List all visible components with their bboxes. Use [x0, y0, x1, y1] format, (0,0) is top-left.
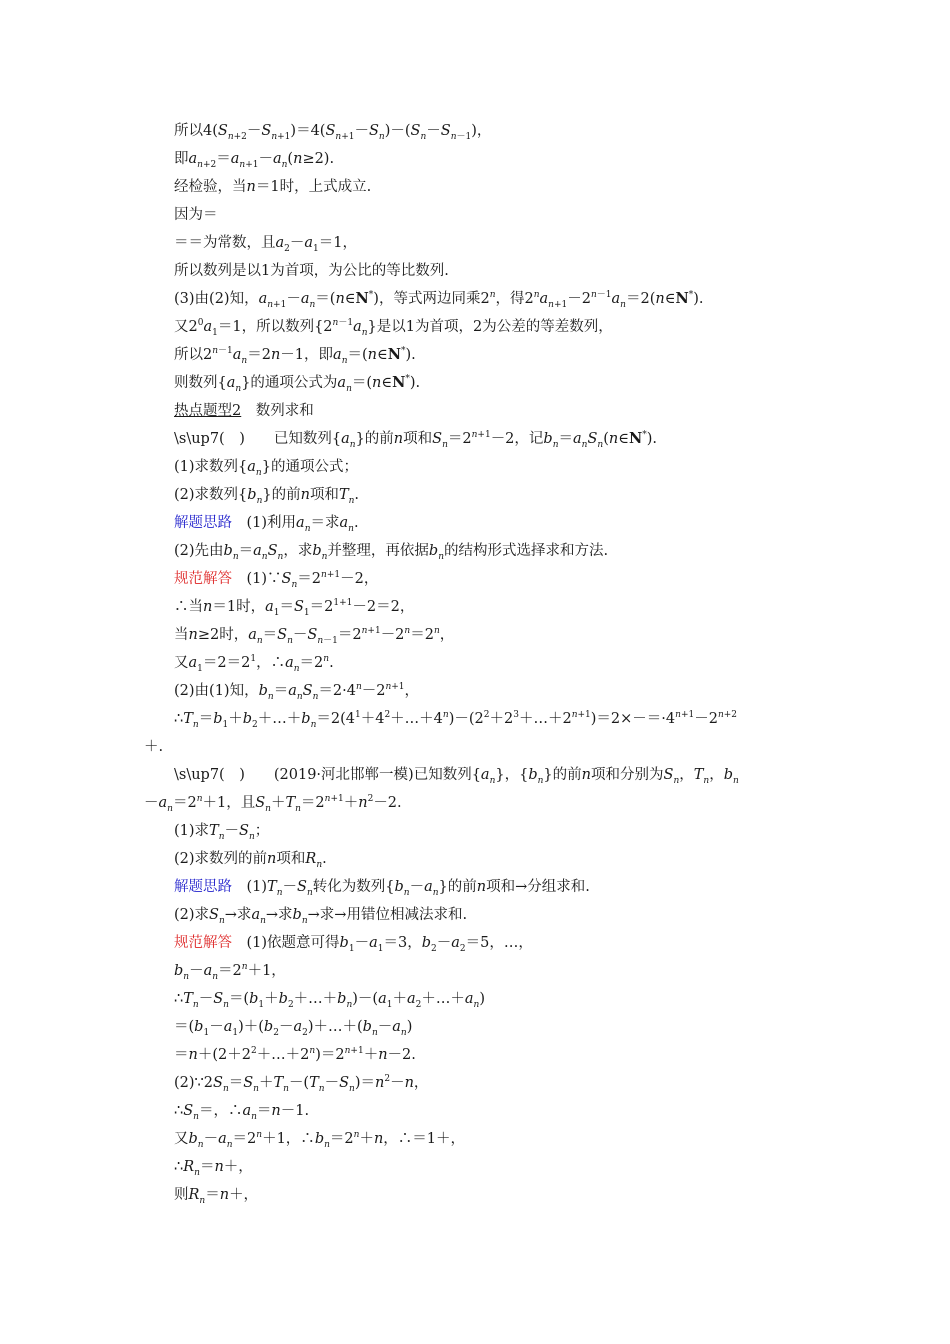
text-line: (2)求$S_n\to$求$a_n\to$求$b_n\to$求→用错位相减法求和.	[174, 907, 468, 926]
text-line: 热点题型2 数列求和	[174, 403, 314, 419]
text-line: $=n+(2+2^2+\dots+2^n)=2^{n+1}+n-2$.	[174, 1046, 416, 1063]
text-line: (2)由(1)知，$b_n=a_nS_n=2\cdot 4^n-2^{n+1}$，	[174, 682, 420, 702]
text-line: 因为＝	[174, 207, 218, 223]
text-line: (2)求数列的前n项和$R_n$.	[174, 851, 327, 870]
text-line: \s\up7( ) 已知数列$\{a_n\}$的前n项和$S_n=2^{n+1}-2$，记$b_n=a_nS_n(n\in N^*)$.	[174, 430, 657, 450]
text-line: $\therefore R_n=n+$，	[174, 1159, 253, 1178]
text-line: 所以数列是以1为首项，为公比的等比数列.	[174, 263, 449, 279]
text-line: ∴当n＝1时，$a_1=S_1=2^{1+1}-2=2$，	[174, 598, 415, 618]
text-line: 规范解答 $(1)\because S_n=2^{n+1}-2$，	[174, 570, 379, 590]
text-line: 又$a_1=2=2^1$，$\therefore a_n=2^n$.	[174, 654, 334, 674]
text-line: ＋.	[144, 739, 164, 755]
text-line: (1)求$T_n-S_n$；	[174, 823, 270, 842]
text-line: 又$b_n-a_n=2^n+1$，$\therefore b_n=2^n+n$，∴＝1＋，	[174, 1130, 466, 1150]
text-line: $\therefore S_n=$，$\therefore a_n=n-1$.	[174, 1103, 310, 1122]
document-body	[144, 117, 820, 1209]
text-line: 则$R_n=n+$，	[174, 1187, 259, 1206]
text-line: (2)求数列$\{b_n\}$的前n项和$T_n$.	[174, 487, 360, 506]
text-line: $\therefore T_n=b_1+b_2+\dots+b_n=2(4^1+4^2+\dots+4^n)-(2^2+2^3+\dots+2^{n+1})=2\times-=\cdot 4^{n+1}-2^{n+2}$	[174, 710, 738, 730]
text-line: (3)由(2)知，$a_{n+1}-a_n=(n\in N^*)$，等式两边同乘2$^n$，得$2^na_{n+1}-2^{n-1}a_n=2(n\in N^*)$.	[174, 290, 704, 310]
text-line: (2)先由$b_n=a_nS_n$，求$b_n$并整理，再依据$b_n$的结构形式选择求和方法.	[174, 543, 609, 562]
text-line: 所以$4(S_{n+2}-S_{n+1})=4(S_{n+1}-S_n)-(S_n-S_{n-1})$，	[174, 123, 492, 142]
text-line: $(2)\because 2S_n=S_n+T_n-(T_n-S_n)=n^2-n$，	[174, 1074, 429, 1094]
text-line: $-a_n=2^n+1$，且$S_n+T_n=2^{n+1}+n^2-2$.	[144, 794, 402, 814]
text-line: 解题思路 (1)利用$a_n=$求$a_n$.	[174, 515, 359, 534]
text-line: (1)求数列$\{a_n\}$的通项公式；	[174, 459, 358, 478]
text-line: 即$a_{n+2}=a_{n+1}-a_n(n\ge 2)$.	[174, 151, 335, 170]
text-line: ＝＝为常数，且$a_2-a_1=1$，	[174, 235, 358, 254]
text-line: \s\up7( ) (2019·河北邯郸一模)已知数列$\{a_n\}$，$\{b_n\}$的前n项和分别为$S_n$，$T_n$，$b_n$	[174, 767, 739, 786]
text-line: $\therefore T_n-S_n=(b_1+b_2+\dots+b_n)-(a_1+a_2+\dots+a_n)$	[174, 991, 485, 1010]
text-line: 解题思路 $(1)T_n-S_n$转化为数列$\{b_n-a_n\}$的前n项和→分组求和.	[174, 879, 590, 898]
text-line: 又$2^0a_1=1$，所以数列$\{2^{n-1}a_n\}$是以1为首项，2为公差的等差数列，	[174, 318, 613, 338]
text-line: 则数列$\{a_n\}$的通项公式为$a_n=(n\in N^*)$.	[174, 374, 421, 394]
text-line: 经检验，当n＝1时，上式成立.	[174, 179, 372, 195]
text-line: $b_n-a_n=2^n+1$，	[174, 962, 286, 982]
text-line: $=(b_1-a_1)+(b_2-a_2)+\dots+(b_n-a_n)$	[174, 1019, 413, 1038]
text-line: 当n≥2时，$a_n=S_n-S_{n-1}=2^{n+1}-2^n=2^n$，	[174, 626, 455, 646]
text-line: 规范解答 (1)依题意可得$b_1-a_1=3$，$b_2-a_2=5$，…，	[174, 935, 533, 954]
text-line: 所以$2^{n-1}a_n=2n-1$，即$a_n=(n\in N^*)$.	[174, 346, 416, 366]
